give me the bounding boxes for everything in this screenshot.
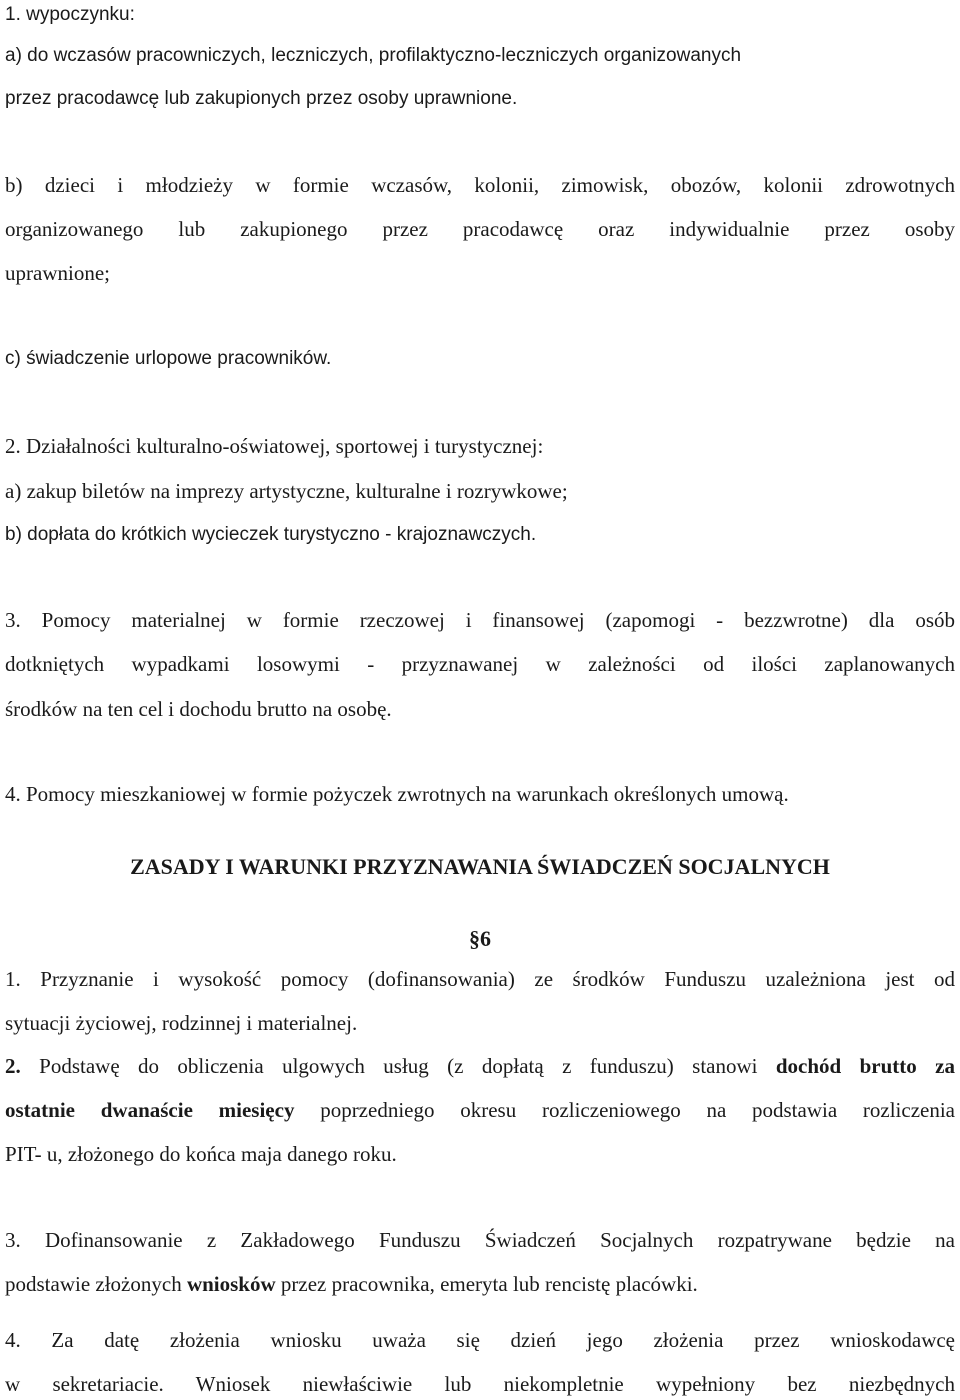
section-2a-line: a) zakup biletów na imprezy artystyczne, kulturalne i rozrywkowe; <box>5 479 568 503</box>
para-2-line-2 <box>5 1097 955 1123</box>
para-3-line-2 <box>5 1271 955 1297</box>
section-3-line-3: środków na ten cel i dochodu brutto na osobę. <box>5 697 392 721</box>
para-4-line-2: w sekretariacie. Wniosek niewłaściwie lub niekompletnie wypełniony bez niezbędnych <box>5 1372 955 1396</box>
para-3-bold-word: wniosków <box>186 1272 276 1296</box>
section-1b-line-3: uprawnione; <box>5 261 110 285</box>
para-1-line-2: sytuacji życiowej, rodzinnej i materialnej. <box>5 1011 358 1035</box>
para-2-line-1 <box>5 1053 955 1079</box>
section-2-heading: 2. Działalności kulturalno-oświatowej, sportowej i turystycznej: <box>5 434 544 458</box>
section-1b-line-2: organizowanego lub zakupionego przez pracodawcę oraz indywidualnie przez osoby <box>5 217 955 241</box>
section-title: ZASADY I WARUNKI PRZYZNAWANIA ŚWIADCZEŃ SOCJALNYCH <box>130 854 830 879</box>
para-2-line-1-text: Podstawę do obliczenia ulgowych usług (z dopłatą z funduszu) stanowi <box>39 1054 776 1078</box>
para-2-bold-phrase-1: dochód brutto za <box>775 1054 955 1078</box>
section-3-line-2: dotkniętych wypadkami losowymi - przyznawanej w zależności od ilości zaplanowanych <box>5 652 955 676</box>
para-4-line-1: 4. Za datę złożenia wniosku uważa się dzień jego złożenia przez wnioskodawcę <box>5 1328 955 1352</box>
para-3-line-1: 3. Dofinansowanie z Zakładowego Funduszu Świadczeń Socjalnych rozpatrywane będzie na <box>5 1228 955 1252</box>
para-1-line-1: 1. Przyznanie i wysokość pomocy (dofinansowania) ze środków Funduszu uzależniona jest od <box>5 967 955 991</box>
paragraph-mark: §6 <box>469 926 491 951</box>
section-1a-line-1: a) do wczasów pracowniczych, leczniczych, profilaktyczno-leczniczych organizowanych <box>5 45 742 66</box>
section-3-line-1: 3. Pomocy materialnej w formie rzeczowej i finansowej (zapomogi - bezzwrotne) dla osób <box>5 608 955 632</box>
para-2-line-3: PIT- u, złożonego do końca maja danego roku. <box>5 1142 397 1166</box>
section-1c-line: c) świadczenie urlopowe pracowników. <box>5 348 332 369</box>
para-3-line-2-text-a: podstawie złożonych <box>5 1272 187 1296</box>
section-4-line: 4. Pomocy mieszkaniowej w formie pożyczek zwrotnych na warunkach określonych umową. <box>5 782 789 806</box>
section-2b-line: b) dopłata do krótkich wycieczek turystyczno - krajoznawczych. <box>5 524 537 545</box>
section-1-heading: 1. wypoczynku: <box>5 4 135 25</box>
para-3-line-2-text-b: przez pracownika, emeryta lub rencistę placówki. <box>275 1272 698 1296</box>
para-2-number: 2. <box>5 1054 21 1078</box>
para-2-bold-phrase-2: ostatnie dwanaście miesięcy <box>5 1098 295 1122</box>
section-1a-line-2: przez pracodawcę lub zakupionych przez osoby uprawnione. <box>5 88 518 109</box>
section-1b-line-1: b) dzieci i młodzieży w formie wczasów, kolonii, zimowisk, obozów, kolonii zdrowotnych <box>5 173 955 197</box>
para-2-line-2-text: poprzedniego okresu rozliczeniowego na podstawia rozliczenia <box>294 1098 955 1122</box>
